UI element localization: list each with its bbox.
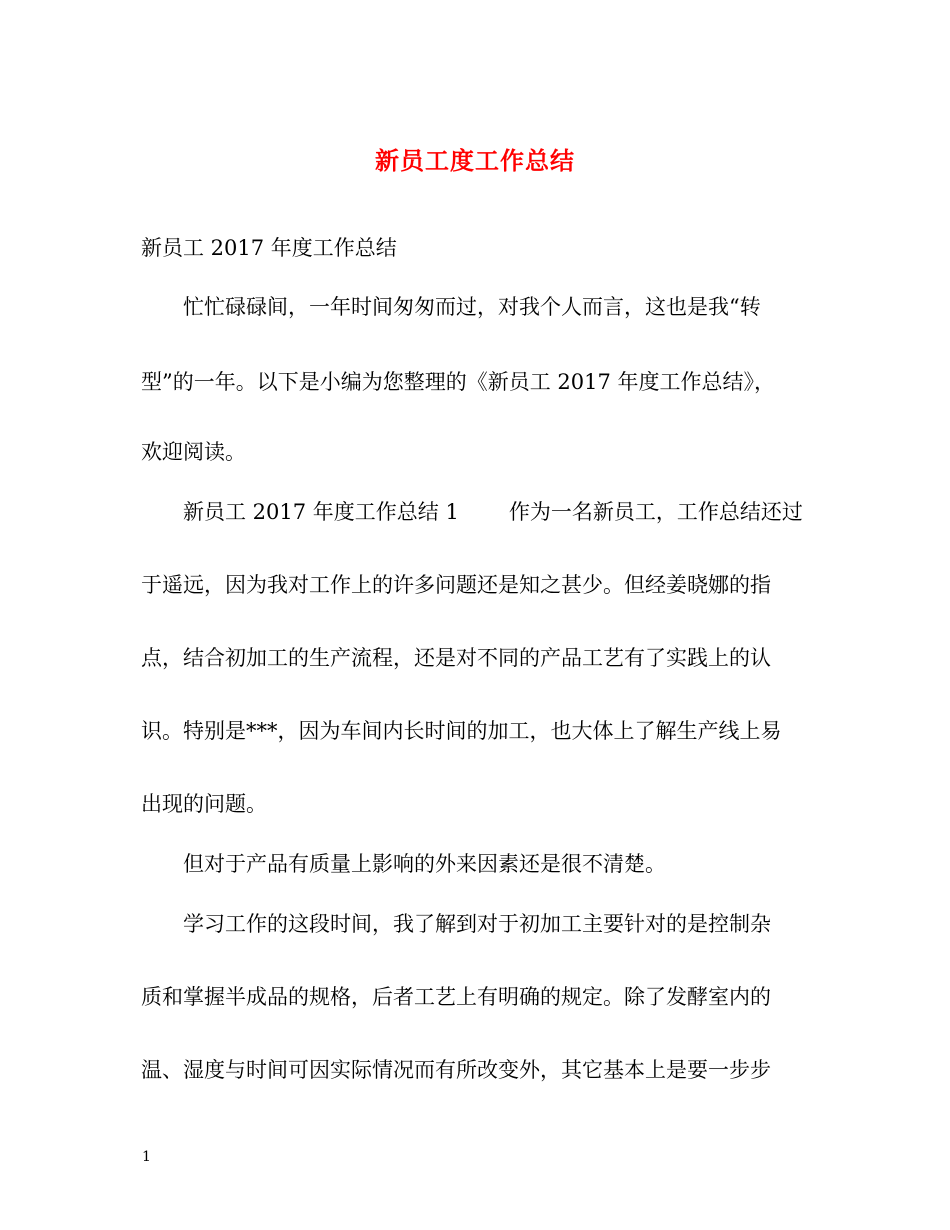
document-title: 新员工度工作总结: [375, 146, 575, 175]
paragraph-1-line-3: 欢迎阅读。: [141, 440, 246, 464]
page-number: 1: [142, 1149, 151, 1165]
paragraph-2-line-4: 识。特别是***，因为车间内长时间的加工，也大体上了解生产线上易: [141, 719, 782, 743]
paragraph-3-line-1: 但对于产品有质量上影响的外来因素还是很不清楚。: [183, 852, 666, 876]
paragraph-1-line-2: 型”的一年。以下是小编为您整理的《新员工 2017 年度工作总结》，: [141, 370, 776, 394]
paragraph-4-line-2: 质和掌握半成品的规格，后者工艺上有明确的规定。除了发酵室内的: [141, 985, 771, 1009]
paragraph-2-line-1: [183, 497, 803, 527]
paragraph-1-line-1: 忙忙碌碌间，一年时间匆匆而过，对我个人而言，这也是我“转: [183, 295, 761, 319]
document-subtitle: 新员工 2017 年度工作总结: [141, 236, 397, 260]
paragraph-2-line-2: 于遥远，因为我对工作上的许多问题还是知之甚少。但经姜晓娜的指: [141, 573, 771, 597]
paragraph-2-lead: 新员工 2017 年度工作总结 1: [183, 500, 459, 524]
paragraph-4-line-3: 温、湿度与时间可因实际情况而有所改变外，其它基本上是要一步步: [141, 1058, 771, 1082]
paragraph-2-line-3: 点，结合初加工的生产流程，还是对不同的产品工艺有了实践上的认: [141, 646, 771, 670]
paragraph-4-line-1: 学习工作的这段时间，我了解到对于初加工主要针对的是控制杂: [183, 912, 771, 936]
paragraph-2-line-5: 出现的问题。: [141, 792, 267, 816]
paragraph-2-line-1-text: 作为一名新员工，工作总结还过: [508, 500, 803, 524]
